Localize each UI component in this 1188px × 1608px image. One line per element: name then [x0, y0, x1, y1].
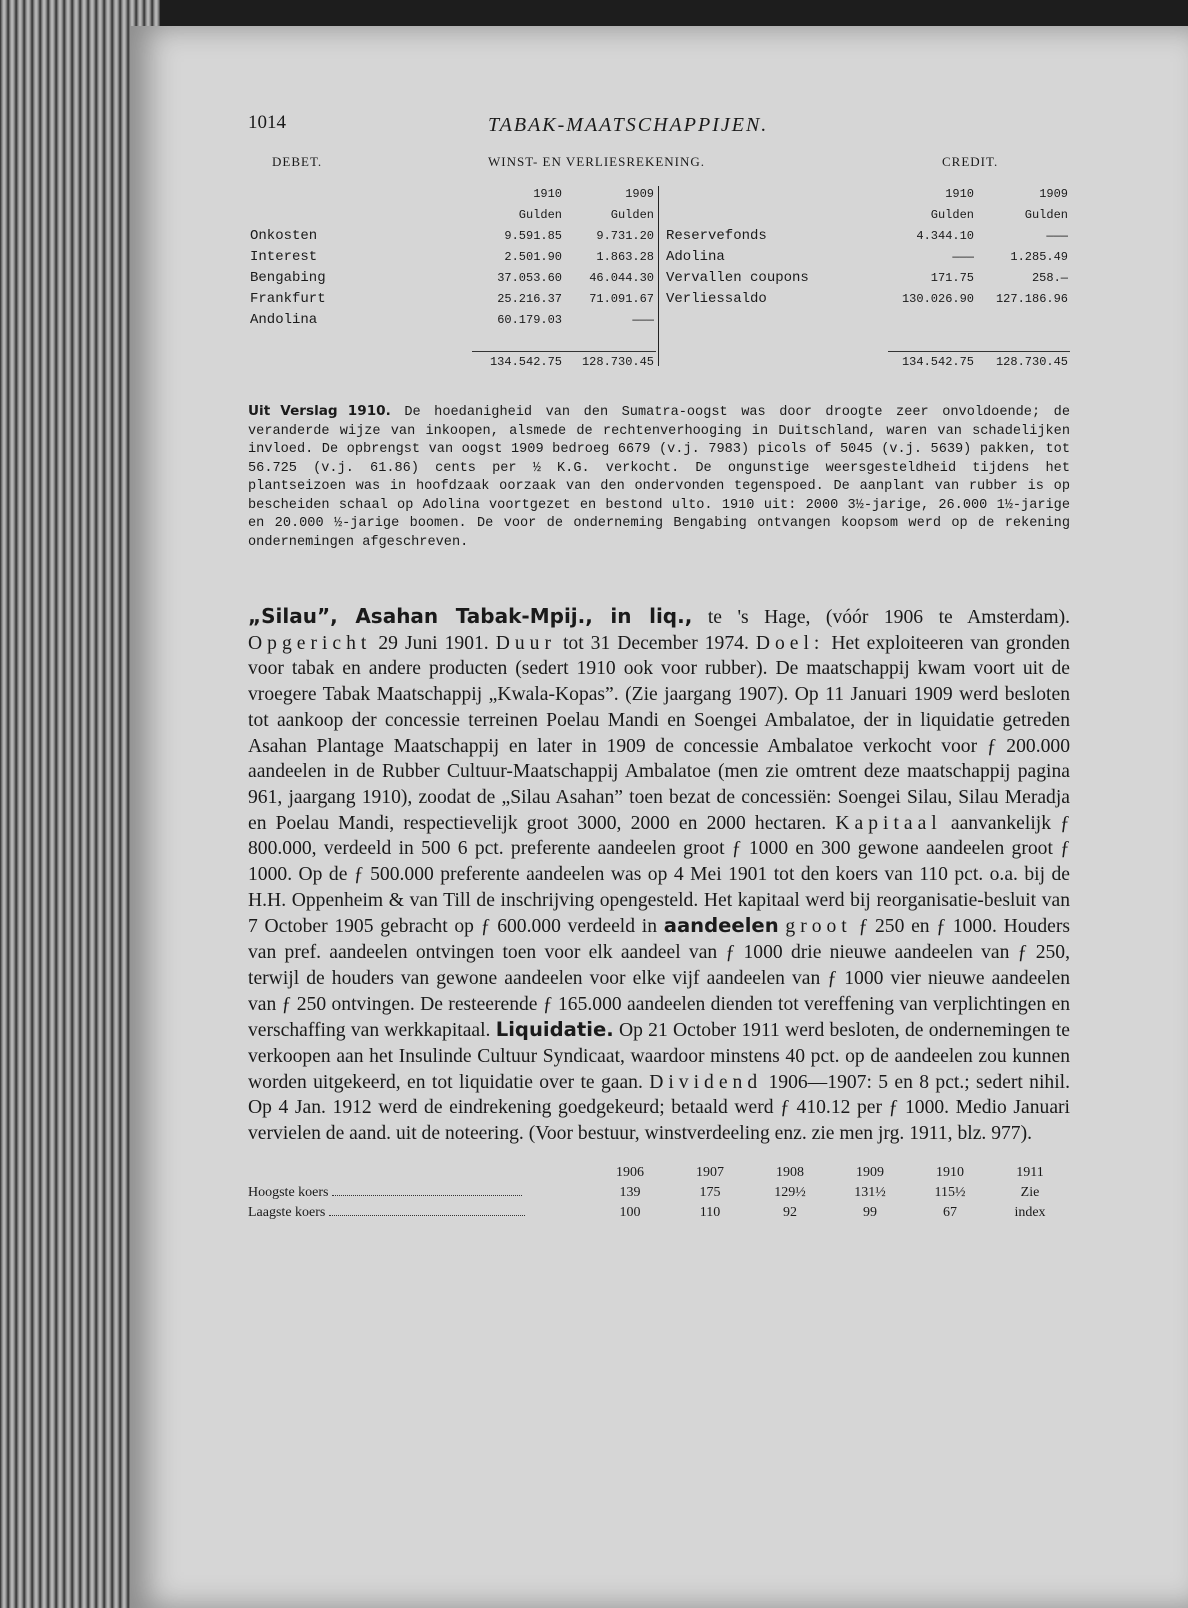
cell: 92: [783, 1204, 797, 1220]
cell: 67: [943, 1204, 957, 1220]
cell: 37.053.60: [497, 271, 562, 285]
table-header-row: [248, 1163, 1070, 1183]
row-label: Reservefonds: [666, 228, 767, 244]
table-row: [248, 289, 656, 310]
debit-side: [248, 184, 656, 373]
seat-text: te 's Hage, (vóór 1906 te Amsterdam).: [707, 607, 1070, 628]
row-label: Onkosten: [250, 228, 318, 244]
page-content: [248, 108, 1070, 1223]
table-row: [664, 289, 1070, 310]
row-label: Frankfurt: [250, 291, 326, 307]
year-header: 1908: [776, 1164, 804, 1180]
cell: 71.091.67: [589, 292, 654, 306]
table-row: [248, 1203, 1070, 1223]
opgericht-label: Opgericht: [248, 632, 372, 654]
year-header: 1910: [936, 1164, 964, 1180]
cell: Zie: [1020, 1184, 1040, 1200]
cell: 127.186.96: [995, 292, 1068, 306]
unit-header: Gulden: [930, 208, 974, 222]
total-cell: 134.542.75: [888, 351, 976, 373]
year-header: 1907: [696, 1164, 724, 1180]
row-label: Interest: [250, 249, 318, 265]
liquidatie-text: Op 21 October 1911 werd besloten, de ondernemingen te verkoopen aan het Insulinde Cultuur Syndicaat, waardoor minstens 40 pct. op de aandeelen zou kunnen worden uitgekeerd, en tot liquidatie over te gaan.: [248, 1020, 1070, 1093]
debet-heading: DEBET.: [272, 154, 323, 169]
table-row: [248, 247, 656, 268]
row-label: Bengabing: [250, 270, 326, 286]
cell: 115½: [934, 1184, 966, 1200]
cell: 99: [863, 1204, 877, 1220]
groot-word: groot: [785, 916, 852, 938]
table-row: [248, 1183, 1070, 1203]
year-header: 1906: [616, 1164, 644, 1180]
year-header: 1910: [533, 187, 562, 201]
column-divider: [658, 186, 659, 366]
cell: 2.501.90: [504, 250, 562, 264]
year-header: 1911: [1016, 1164, 1044, 1180]
cell: 60.179.03: [497, 313, 562, 327]
table-row: [248, 226, 656, 247]
row-label: Verliessaldo: [666, 291, 767, 307]
row-label: Laagste koers: [248, 1204, 326, 1220]
row-label: Hoogste koers: [248, 1184, 329, 1200]
dividend-label: Dividend: [649, 1071, 763, 1093]
profit-loss-account: [248, 184, 1070, 384]
unit-header: Gulden: [1024, 208, 1068, 222]
running-title: TABAK-MAATSCHAPPIJEN.: [488, 114, 769, 136]
duur-value: tot 31 December 1974.: [562, 632, 749, 654]
cell: ———: [1046, 229, 1068, 243]
duur-label: Duur: [495, 632, 556, 654]
price-table: [248, 1163, 1070, 1223]
company-title: „Silau”, Asahan Tabak-Mpij., in liq.,: [248, 604, 693, 628]
aandeelen-label: aandeelen: [663, 914, 779, 938]
cell: 46.044.30: [589, 271, 654, 285]
cell: 131½: [854, 1184, 886, 1200]
cell: 139: [619, 1184, 641, 1200]
page-header: [248, 108, 1070, 148]
report-text: De hoedanigheid van den Sumatra-oogst was door droogte zeer onvoldoende; de veranderde wijze van inkoopen, alsmede de rechtenverhooging in Duitschland, waren van schadelijken invloed. De opbrengst van oogst 1909 bedroeg 6679 (v.j. 7983) picols of 5045 (v.j. 5639) pakken, tot 56.725 (v.j. 61.86) cents per ½ K.G. verkocht. De ongunstige weersgesteldheid tijdens het plantseizoen was in hoofdzaak oorzaak van den ondervonden tegenspoed. De aanplant van rubber is op bescheiden schaal op Adolina voortgezet en bestond ulto. 1910 uit: 2000 3½-jarige, 26.000 1½-jarige en 20.000 ½-jarige boomen. De voor de onderneming Bengabing ontvangen koopsom werd op de rekening ondernemingen afgeschreven.: [248, 405, 1070, 550]
cell: 129½: [774, 1184, 806, 1200]
unit-header: Gulden: [610, 208, 654, 222]
book-page: [130, 26, 1188, 1608]
doel-text: Het exploiteeren van gronden voor tabak en andere producten (sedert 1910 ook voor rubber). De maatschappij kwam voort uit de vroegere Tabak Maatschappij „Kwala-Kopas”. (Zie jaargang 1907). Op 11 Januari 1909 werd besloten tot aankoop der concessie terreinen Poelau Mandi en Soengei Ambalatoe, der in liquidatie getreden Asahan Plantage Maatschappij en later in 1909 de concessie Ambalatoe verkocht voor ƒ 200.000 aandeelen in de Rubber Cultuur-Maatschappij Ambalatoe (men zie omtrent deze maatschappij pagina 961, jaargang 1910), zoodat de „Silau Asahan” toen bezat de concessiën: Soengei Silau, Silau Meradja en Poelau Mandi, respectievelijk groot 3000, 2000 en 2000 hectaren.: [248, 632, 1070, 834]
cell: 9.731.20: [596, 229, 654, 243]
cell: 25.216.37: [497, 292, 562, 306]
cell: ———: [632, 313, 654, 327]
unit-header: Gulden: [518, 208, 562, 222]
total-cell: 128.730.45: [564, 351, 656, 373]
company-entry: [248, 604, 1070, 1147]
total-row: [664, 351, 1070, 373]
dividend-text: 1906—1907: 5 en 8 pct.; sedert nihil. Op 4 Jan. 1912 werd de eindrekening goedgekeurd; betaald werd ƒ 410.12 per ƒ 1000. Medio Januari vervielen de aand. uit de noteering. (Voor bestuur, winstverdeeling enz. zie men jrg. 1911, blz. 977).: [248, 1071, 1070, 1145]
cell: 9.591.85: [504, 229, 562, 243]
table-row: [664, 247, 1070, 268]
row-label: Vervallen coupons: [666, 270, 809, 286]
kapitaal-label: Kapitaal: [835, 812, 942, 834]
aandeelen-text: ƒ 250 en ƒ 1000. Houders van pref. aandeelen ontvingen toen voor elk aandeel van ƒ 1000 drie nieuwe aandeelen van ƒ 250, terwijl de houders van gewone aandeelen voor elke vijf aandeelen van ƒ 1000 vier nieuwe aandeelen van ƒ 250 ontvingen. De resteerende ƒ 165.000 aandeelen dienden tot vereffening van verplichtingen en verschaffing van werkkapitaal.: [248, 916, 1070, 1042]
cell: 1.863.28: [596, 250, 654, 264]
account-title: WINST- EN VERLIESREKENING.: [488, 154, 706, 169]
row-label: Andolina: [250, 312, 318, 328]
liquidatie-label: Liquidatie.: [495, 1018, 614, 1042]
table-row: [664, 226, 1070, 247]
cell: ———: [952, 250, 974, 264]
table-row: [248, 310, 656, 331]
credit-side: [664, 184, 1070, 373]
cell: 175: [699, 1184, 721, 1200]
cell: 130.026.90: [901, 292, 974, 306]
credit-heading: CREDIT.: [942, 154, 999, 169]
account-headings: [248, 148, 1070, 184]
leader-dots: [332, 1185, 522, 1196]
row-label: Adolina: [666, 249, 725, 265]
year-header: 1909: [625, 187, 654, 201]
cell: 110: [699, 1204, 721, 1220]
total-row: [248, 351, 656, 373]
total-cell: 128.730.45: [976, 351, 1070, 373]
kapitaal-text: aanvankelijk ƒ 800.000, verdeeld in 500 6 pct. preferente aandeelen groot ƒ 1000 en 300 gewone aandeelen groot ƒ 1000. Op de ƒ 500.000 preferente aandeelen was op 4 Mei 1901 tot den koers van 110 pct. o.a. bij de H.H. Oppenheim & van Till de inschrijving opengesteld. Het kapitaal werd bij reorganisatie-besluit van 7 October 1905 gebracht op ƒ 600.000 verdeeld in: [248, 812, 1070, 938]
cell: 1.285.49: [1010, 250, 1068, 264]
year-header: 1910: [945, 187, 974, 201]
doel-label: Doel:: [755, 632, 825, 654]
annual-report-excerpt: [248, 402, 1070, 552]
cell: 258.—: [1031, 271, 1068, 285]
table-row: [664, 268, 1070, 289]
cell: index: [1014, 1204, 1046, 1220]
cell: 100: [619, 1204, 641, 1220]
report-lead: Uit Verslag 1910.: [248, 403, 391, 419]
cell: 4.344.10: [916, 229, 974, 243]
table-row: [248, 268, 656, 289]
cell: 171.75: [930, 271, 974, 285]
year-header: 1909: [1039, 187, 1068, 201]
opgericht-value: 29 Juni 1901.: [378, 632, 489, 654]
leader-dots: [329, 1205, 525, 1216]
page-number: 1014: [248, 112, 286, 133]
year-header: 1909: [856, 1164, 884, 1180]
total-cell: 134.542.75: [472, 351, 564, 373]
